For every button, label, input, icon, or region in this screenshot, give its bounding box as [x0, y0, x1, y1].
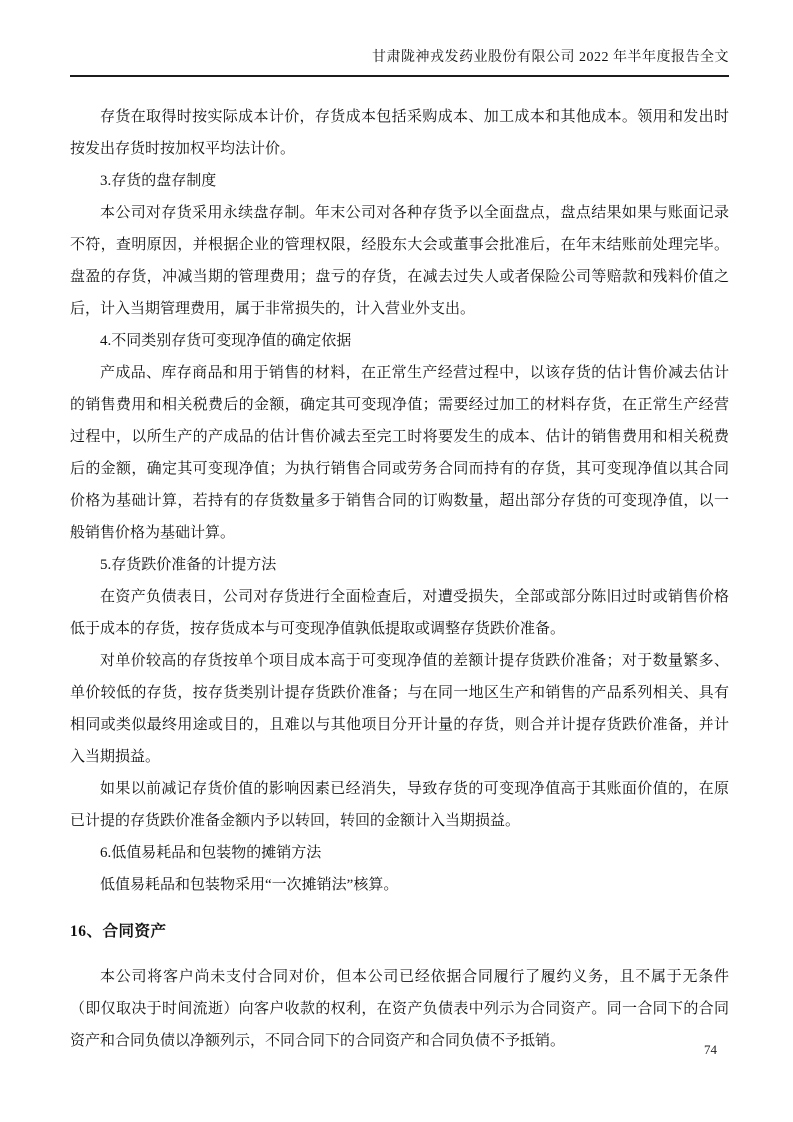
paragraph-writedown-reversal: 如果以前减记存货价值的影响因素已经消失，导致存货的可变现净值高于其账面价值的，在原已计提的存货跌价准备金额内予以转回，转回的金额计入当期损益。 — [70, 781, 729, 829]
report-header — [70, 48, 729, 77]
paragraph-balance-sheet-check: 在资产负债表日，公司对存货进行全面检查后，对遭受损失，全部或部分陈旧过时或销售价格低于成本的存货，按存货成本与可变现净值孰低提取或调整存货跌价准备。 — [70, 589, 729, 637]
paragraph-inventory-cost: 存货在取得时按实际成本计价，存货成本包括采购成本、加工成本和其他成本。领用和发出时按发出存货时按加权平均法计价。 — [70, 109, 729, 157]
paragraph-nrv-determination: 产成品、库存商品和用于销售的材料，在正常生产经营过程中，以该存货的估计售价减去估计的销售费用和相关税费后的金额，确定其可变现净值；需要经过加工的材料存货，在正常生产经营过程中，以所生产的产成品的估计售价减去至完工时将要发生的成本、估计的销售费用和相关税费后的金额，确定其可变现净值；为执行销售合同或劳务合同而持有的存货，其可变现净值以其合同价格为基础计算，若持有的存货数量多于销售合同的订购数量，超出部分存货的可变现净值，以一般销售价格为基础计算。 — [70, 365, 729, 541]
section-heading-contract-assets: 16、合同资产 — [70, 923, 167, 940]
paragraph-one-off-amortization: 低值易耗品和包装物采用“一次摊销法”核算。 — [100, 877, 399, 893]
subheading-inventory-system: 3.存货的盘存制度 — [100, 173, 217, 189]
paragraph-perpetual-inventory: 本公司对存货采用永续盘存制。年末公司对各种存货予以全面盘点，盘点结果如果与账面记录不符，查明原因，并根据企业的管理权限，经股东大会或董事会批准后，在年末结账前处理完毕。盘盈的存货，冲减当期的管理费用；盘亏的存货，在减去过失人或者保险公司等赔款和残料价值之后，计入当期管理费用，属于非常损失的，计入营业外支出。 — [70, 205, 729, 317]
paragraph-writedown-provision: 对单价较高的存货按单个项目成本高于可变现净值的差额计提存货跌价准备；对于数量繁多、单价较低的存货，按存货类别计提存货跌价准备；与在同一地区生产和销售的产品系列相关、具有相同或类似最终用途或目的，且难以与其他项目分开计量的存货，则合并计提存货跌价准备，并计入当期损益。 — [70, 653, 729, 765]
subheading-writedown-method: 5.存货跌价准备的计提方法 — [100, 557, 277, 573]
subheading-nrv-basis: 4.不同类别存货可变现净值的确定依据 — [100, 333, 352, 349]
report-title: 甘肃陇神戎发药业股份有限公司 2022 年半年度报告全文 — [372, 50, 729, 65]
subheading-amortization-method: 6.低值易耗品和包装物的摊销方法 — [100, 845, 322, 861]
page-content — [70, 48, 729, 1057]
page-number: 74 — [704, 1042, 717, 1057]
paragraph-contract-assets: 本公司将客户尚未支付合同对价，但本公司已经依据合同履行了履约义务，且不属于无条件（即仅取决于时间流逝）向客户收款的权利，在资产负债表中列示为合同资产。同一合同下的合同资产和合同负债以净额列示，不同合同下的合同资产和合同负债不予抵销。 — [70, 969, 729, 1049]
document-body — [70, 101, 729, 1057]
